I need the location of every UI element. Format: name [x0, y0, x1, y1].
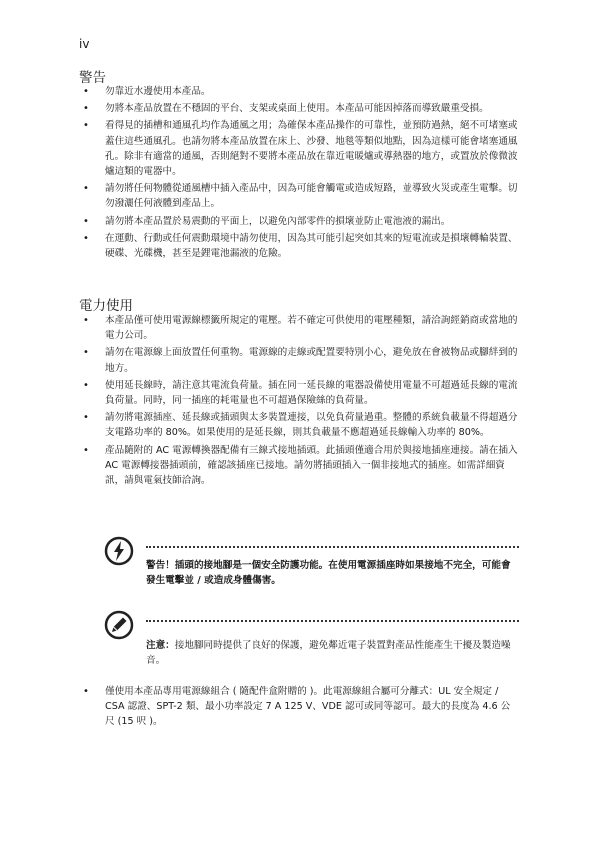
note-label: 注意： [146, 640, 175, 651]
note-body: 接地腳同時提供了良好的保護，避免鄰近電子裝置對產品性能產生干擾及製造噪音。 [146, 640, 511, 667]
notice-divider [146, 620, 519, 622]
list-item: • 使用延長線時，請注意其電流負荷量。插在同一延長線的電器設備使用電量不可超過延長線的電流負荷量。同時，同一插座的耗電量也不可超過保險絲的負荷量。 [83, 379, 518, 407]
warning-notice [104, 536, 519, 596]
power-list [79, 313, 519, 490]
bullet-icon: • [83, 444, 89, 456]
warnings-list [79, 84, 519, 263]
note-notice-text [146, 638, 519, 668]
bullet-icon: • [83, 379, 89, 391]
list-item: • 僅使用本產品專用電源線組合 ( 隨配件盒附贈的 )。此電源線組合屬可分離式：UL 安全規定 / CSA 認證、SPT-2 類、最小功率設定 7 A 125 V、VDE 認可或同等認可。最大的長度為 4.6 公尺 (15 呎 )。 [83, 686, 511, 728]
bullet-icon: • [83, 215, 89, 227]
list-item: • 勿靠近水邊使用本產品。 [79, 84, 519, 99]
list-item: • 請勿將本產品置於易震動的平面上，以避免內部零件的損壞並防止電池液的漏出。 [79, 214, 519, 229]
bullet-icon: • [83, 315, 89, 326]
list-item: • 看得見的插槽和通風孔均作為通風之用；為確保本產品操作的可靠性，並預防過熱，絕不可堵塞或蓋住這些通風孔。也請勿將本產品放置在床上、沙發、地毯等類似地點，因為這樣可能會堵塞通風孔。除非有適當的通風，否則絕對不要將本產品放在靠近電暖爐或導熱器的地方，或置放於像微波爐這類的電器中。 [83, 120, 518, 178]
bullet-icon: • [83, 686, 89, 697]
notice-divider [146, 546, 519, 548]
warnings-heading: 警告 [79, 70, 106, 86]
bullet-icon: • [83, 103, 89, 115]
list-item: • 請勿將電源插座、延長線或插頭與太多裝置連接，以免負荷量過重。整體的系統負載量不得超過分支電路功率的 80%。如果使用的是延長線，則其負載量不應超過延長線輸入功率的 80%。 [83, 412, 518, 439]
warning-notice-text: 警告！插頭的接地腳是一個安全防護功能。在使用電源插座時如果接地不完全，可能會發生電擊並 / 或造成身體傷害。 [146, 560, 511, 587]
bullet-icon: • [83, 120, 89, 132]
list-item: • 在運動、行動或任何震動環境中請勿使用，因為其可能引起突如其來的短電流或是損壞轉輪裝置、硬碟、光碟機，甚至是鋰電池漏液的危險。 [83, 232, 518, 260]
list-item: • 請勿將任何物體從通風槽中插入產品中，因為可能會觸電或造成短路，並導致火災或產生電擊。切勿潑灑任何液體到產品上。 [83, 183, 518, 210]
page-number: iv [79, 37, 90, 51]
list-item: • 請勿在電源線上面放置任何重物。電源線的走線或配置要特別小心，避免放在會被物品或腳絆到的地方。 [83, 347, 518, 374]
note-notice [104, 610, 519, 670]
lightning-warning-icon [104, 536, 134, 566]
list-item: • 產品隨附的 AC 電源轉換器配備有三線式接地插頭。此插頭僅適合用於與接地插座連接。請在插入 AC 電源轉接器插頭前，確認該插座已接地。請勿將插頭插入一個非接地式的插座。如需詳細資訊，請與電氣技師洽詢。 [83, 444, 518, 487]
final-list [79, 684, 519, 732]
note-pencil-icon [104, 610, 134, 640]
bullet-icon: • [83, 412, 89, 424]
list-item: • 本產品僅可使用電源線標籤所規定的電壓。若不確定可供使用的電壓種類，請洽詢經銷商或當地的電力公司。 [83, 315, 518, 342]
bullet-icon: • [83, 232, 89, 244]
list-item: • 勿將本產品放置在不穩固的平台、支架或桌面上使用。本產品可能因掉落而導致嚴重受損。 [79, 101, 519, 116]
power-heading: 電力使用 [79, 298, 133, 314]
bullet-icon: • [83, 183, 89, 195]
bullet-icon: • [83, 347, 89, 359]
bullet-icon: • [83, 86, 89, 97]
